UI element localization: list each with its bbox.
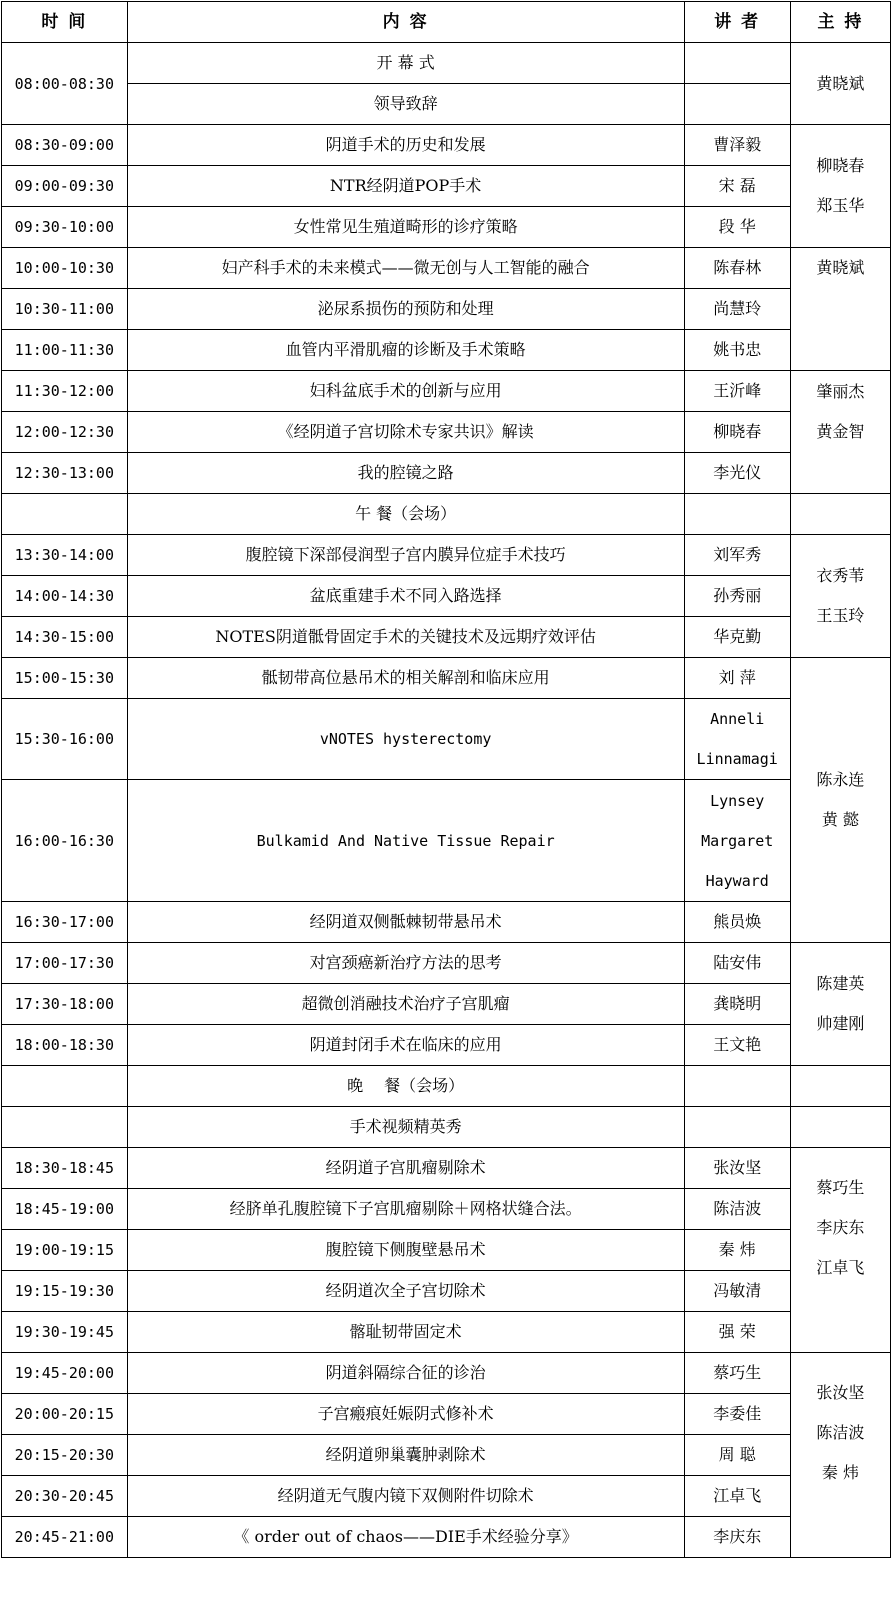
- host-cell: 张汝坚 陈洁波 秦 炜: [790, 1353, 890, 1558]
- speaker-cell: 王文艳: [684, 1025, 790, 1066]
- content-cell: 阴道封闭手术在临床的应用: [127, 1025, 684, 1066]
- header-content: 内 容: [127, 2, 684, 43]
- time-cell: 19:45-20:00: [2, 1353, 128, 1394]
- time-cell: 09:00-09:30: [2, 166, 128, 207]
- table-row: [2, 1435, 891, 1476]
- content-cell: 《经阴道子宫切除术专家共识》解读: [127, 412, 684, 453]
- table-row: [2, 617, 891, 658]
- content-cell: 领导致辞: [127, 84, 684, 125]
- speaker-cell: 刘军秀: [684, 535, 790, 576]
- content-cell: 经阴道次全子宫切除术: [127, 1271, 684, 1312]
- content-cell: 开 幕 式: [127, 43, 684, 84]
- host-cell: [790, 1066, 890, 1107]
- content-cell: 超微创消融技术治疗子宫肌瘤: [127, 984, 684, 1025]
- time-cell: 14:30-15:00: [2, 617, 128, 658]
- speaker-cell: 曹泽毅: [684, 125, 790, 166]
- time-cell: 20:00-20:15: [2, 1394, 128, 1435]
- table-row: [2, 330, 891, 371]
- content-cell: 我的腔镜之路: [127, 453, 684, 494]
- time-cell: 20:45-21:00: [2, 1517, 128, 1558]
- host-cell: 柳晓春 郑玉华: [790, 125, 890, 248]
- time-cell: 19:30-19:45: [2, 1312, 128, 1353]
- speaker-cell: 刘 萍: [684, 658, 790, 699]
- speaker-cell: 冯敏清: [684, 1271, 790, 1312]
- speaker-cell: 尚慧玲: [684, 289, 790, 330]
- host-cell: [790, 1107, 890, 1148]
- table-row: [2, 1189, 891, 1230]
- time-cell: 17:30-18:00: [2, 984, 128, 1025]
- table-row: [2, 412, 891, 453]
- time-cell: 12:00-12:30: [2, 412, 128, 453]
- speaker-cell: [684, 1107, 790, 1148]
- time-cell: 16:30-17:00: [2, 902, 128, 943]
- speaker-cell: 李委佳: [684, 1394, 790, 1435]
- content-cell: Bulkamid And Native Tissue Repair: [127, 780, 684, 902]
- content-cell: NTR经阴道POP手术: [127, 166, 684, 207]
- time-cell: [2, 1066, 128, 1107]
- speaker-cell: 龚晓明: [684, 984, 790, 1025]
- content-cell: 髂耻韧带固定术: [127, 1312, 684, 1353]
- table-row: [2, 453, 891, 494]
- time-cell: [2, 1107, 128, 1148]
- schedule-table: [1, 1, 891, 1558]
- speaker-cell: Anneli Linnamagi: [684, 699, 790, 780]
- host-cell: 陈永连 黄 懿: [790, 658, 890, 943]
- time-cell: 18:45-19:00: [2, 1189, 128, 1230]
- table-row: [2, 43, 891, 84]
- content-cell: 晚 餐（会场）: [127, 1066, 684, 1107]
- content-cell: 手术视频精英秀: [127, 1107, 684, 1148]
- time-cell: 12:30-13:00: [2, 453, 128, 494]
- time-cell: 18:00-18:30: [2, 1025, 128, 1066]
- content-cell: 妇产科手术的未来模式——微无创与人工智能的融合: [127, 248, 684, 289]
- header-time: 时 间: [2, 2, 128, 43]
- host-cell: 肇丽杰 黄金智: [790, 371, 890, 494]
- host-cell: 陈建英 帅建刚: [790, 943, 890, 1066]
- content-cell: 腹腔镜下深部侵润型子宫内膜异位症手术技巧: [127, 535, 684, 576]
- table-row: [2, 1025, 891, 1066]
- speaker-cell: 陆安伟: [684, 943, 790, 984]
- table-row: [2, 1517, 891, 1558]
- content-cell: NOTES阴道骶骨固定手术的关键技术及远期疗效评估: [127, 617, 684, 658]
- content-cell: 午 餐（会场）: [127, 494, 684, 535]
- time-cell: 10:00-10:30: [2, 248, 128, 289]
- table-row: [2, 1353, 891, 1394]
- speaker-cell: [684, 1066, 790, 1107]
- table-row: [2, 1066, 891, 1107]
- table-row: [2, 780, 891, 902]
- host-cell: 黄晓斌: [790, 248, 890, 371]
- speaker-cell: 陈洁波: [684, 1189, 790, 1230]
- speaker-cell: 华克勤: [684, 617, 790, 658]
- content-cell: 阴道手术的历史和发展: [127, 125, 684, 166]
- speaker-cell: 李庆东: [684, 1517, 790, 1558]
- speaker-cell: [684, 84, 790, 125]
- speaker-cell: [684, 494, 790, 535]
- table-row: [2, 84, 891, 125]
- speaker-cell: 段 华: [684, 207, 790, 248]
- speaker-cell: Lynsey Margaret Hayward: [684, 780, 790, 902]
- time-cell: 15:00-15:30: [2, 658, 128, 699]
- speaker-cell: 秦 炜: [684, 1230, 790, 1271]
- content-cell: 经阴道子宫肌瘤剔除术: [127, 1148, 684, 1189]
- speaker-cell: 柳晓春: [684, 412, 790, 453]
- time-cell: 19:15-19:30: [2, 1271, 128, 1312]
- speaker-cell: 蔡巧生: [684, 1353, 790, 1394]
- table-row: [2, 494, 891, 535]
- content-cell: 子宫瘢痕妊娠阴式修补术: [127, 1394, 684, 1435]
- host-cell: 蔡巧生 李庆东 江卓飞: [790, 1148, 890, 1353]
- time-cell: 11:00-11:30: [2, 330, 128, 371]
- header-row: [2, 2, 891, 43]
- table-row: [2, 166, 891, 207]
- time-cell: 11:30-12:00: [2, 371, 128, 412]
- speaker-cell: 李光仪: [684, 453, 790, 494]
- time-cell: 13:30-14:00: [2, 535, 128, 576]
- content-cell: 《 order out of chaos——DIE手术经验分享》: [127, 1517, 684, 1558]
- time-cell: 08:00-08:30: [2, 43, 128, 125]
- time-cell: 16:00-16:30: [2, 780, 128, 902]
- time-cell: 15:30-16:00: [2, 699, 128, 780]
- speaker-cell: 陈春林: [684, 248, 790, 289]
- table-row: [2, 1271, 891, 1312]
- time-cell: [2, 494, 128, 535]
- table-row: [2, 1230, 891, 1271]
- speaker-cell: 张汝坚: [684, 1148, 790, 1189]
- host-cell: 黄晓斌: [790, 43, 890, 125]
- table-row: [2, 207, 891, 248]
- time-cell: 09:30-10:00: [2, 207, 128, 248]
- content-cell: 腹腔镜下侧腹壁悬吊术: [127, 1230, 684, 1271]
- content-cell: 女性常见生殖道畸形的诊疗策略: [127, 207, 684, 248]
- table-row: [2, 289, 891, 330]
- speaker-cell: 王沂峰: [684, 371, 790, 412]
- time-cell: 14:00-14:30: [2, 576, 128, 617]
- table-row: [2, 125, 891, 166]
- time-cell: 17:00-17:30: [2, 943, 128, 984]
- host-cell: [790, 494, 890, 535]
- content-cell: 泌尿系损伤的预防和处理: [127, 289, 684, 330]
- content-cell: 经脐单孔腹腔镜下子宫肌瘤剔除＋网格状缝合法。: [127, 1189, 684, 1230]
- table-row: [2, 1394, 891, 1435]
- time-cell: 20:15-20:30: [2, 1435, 128, 1476]
- table-row: [2, 576, 891, 617]
- speaker-cell: 熊员焕: [684, 902, 790, 943]
- speaker-cell: 强 荣: [684, 1312, 790, 1353]
- table-row: [2, 1312, 891, 1353]
- speaker-cell: [684, 43, 790, 84]
- speaker-cell: 姚书忠: [684, 330, 790, 371]
- speaker-cell: 江卓飞: [684, 1476, 790, 1517]
- content-cell: 骶韧带高位悬吊术的相关解剖和临床应用: [127, 658, 684, 699]
- time-cell: 18:30-18:45: [2, 1148, 128, 1189]
- table-row: [2, 943, 891, 984]
- table-row: [2, 1107, 891, 1148]
- content-cell: 对宫颈癌新治疗方法的思考: [127, 943, 684, 984]
- header-speaker: 讲 者: [684, 2, 790, 43]
- content-cell: 妇科盆底手术的创新与应用: [127, 371, 684, 412]
- table-row: [2, 1148, 891, 1189]
- header-host: 主 持: [790, 2, 890, 43]
- table-row: [2, 248, 891, 289]
- content-cell: vNOTES hysterectomy: [127, 699, 684, 780]
- content-cell: 盆底重建手术不同入路选择: [127, 576, 684, 617]
- table-row: [2, 984, 891, 1025]
- table-row: [2, 699, 891, 780]
- speaker-cell: 周 聪: [684, 1435, 790, 1476]
- content-cell: 阴道斜隔综合征的诊治: [127, 1353, 684, 1394]
- table-row: [2, 658, 891, 699]
- table-row: [2, 1476, 891, 1517]
- speaker-cell: 孙秀丽: [684, 576, 790, 617]
- time-cell: 08:30-09:00: [2, 125, 128, 166]
- time-cell: 19:00-19:15: [2, 1230, 128, 1271]
- speaker-cell: 宋 磊: [684, 166, 790, 207]
- content-cell: 经阴道无气腹内镜下双侧附件切除术: [127, 1476, 684, 1517]
- time-cell: 20:30-20:45: [2, 1476, 128, 1517]
- table-row: [2, 371, 891, 412]
- content-cell: 经阴道卵巢囊肿剥除术: [127, 1435, 684, 1476]
- content-cell: 血管内平滑肌瘤的诊断及手术策略: [127, 330, 684, 371]
- table-row: [2, 902, 891, 943]
- table-row: [2, 535, 891, 576]
- content-cell: 经阴道双侧骶棘韧带悬吊术: [127, 902, 684, 943]
- time-cell: 10:30-11:00: [2, 289, 128, 330]
- host-cell: 衣秀苇 王玉玲: [790, 535, 890, 658]
